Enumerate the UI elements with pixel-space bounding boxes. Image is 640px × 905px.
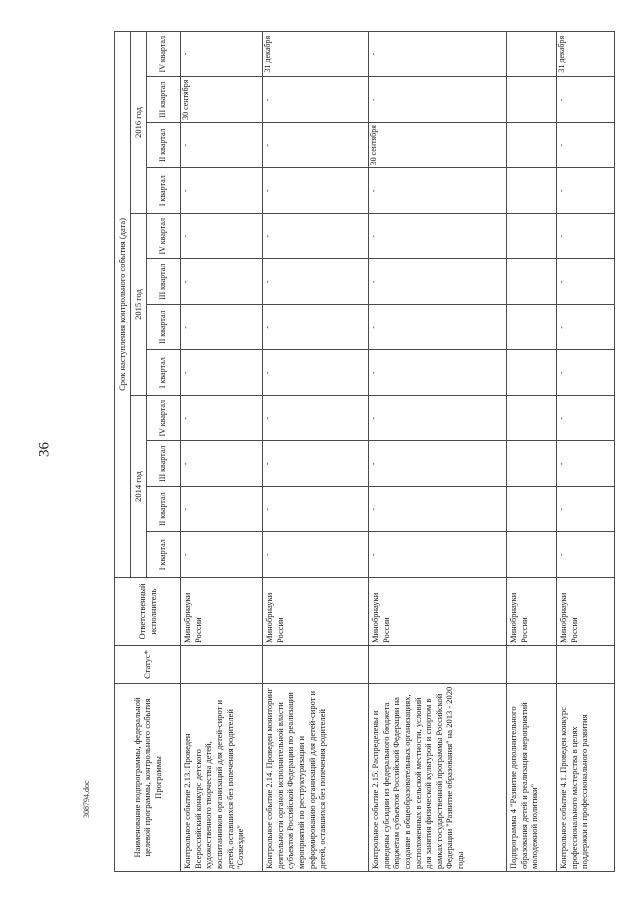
event-responsible: Минобрнауки России: [263, 578, 369, 646]
quarter-cell: -: [263, 441, 369, 487]
table-row: [263, 31, 369, 871]
header-quarter: III квартал: [147, 77, 181, 123]
quarter-cell: -: [557, 396, 615, 442]
quarter-cell: -: [557, 305, 615, 351]
quarter-cell: [507, 396, 557, 442]
event-status: [263, 646, 369, 684]
quarter-cell: -: [263, 396, 369, 442]
header-name: Наименование подпрограммы, федеральной целевой программы, контрольного события Программы: [115, 684, 181, 872]
quarter-cell: -: [263, 123, 369, 169]
quarter-cell: -: [557, 77, 615, 123]
quarter-cell: -: [181, 259, 263, 305]
quarter-cell: [507, 168, 557, 214]
quarter-cell: -: [181, 350, 263, 396]
header-quarter: IV квартал: [147, 396, 181, 442]
quarter-cell: 30 сентября: [181, 77, 263, 123]
document-reference: 308794.doc: [82, 780, 91, 818]
quarter-cell: -: [369, 77, 507, 123]
event-status: [181, 646, 263, 684]
quarter-cell: 30 сентября: [369, 123, 507, 169]
event-status: [507, 646, 557, 684]
header-quarter: II квартал: [147, 487, 181, 533]
quarter-cell: -: [369, 396, 507, 442]
table-row: [181, 31, 263, 871]
quarter-cell: -: [557, 441, 615, 487]
header-quarter: III квартал: [147, 441, 181, 487]
quarter-cell: -: [181, 487, 263, 533]
quarter-cell: -: [557, 259, 615, 305]
quarter-cell: -: [557, 350, 615, 396]
quarter-cell: -: [369, 532, 507, 578]
quarter-cell: -: [369, 441, 507, 487]
header-deadline: Срок наступления контрольного события (дата): [115, 31, 131, 577]
event-name: Контрольное событие 2.14. Проведен мониторинг деятельности органов исполнительной власти субъектов Российской Федерации по реализации мероприятий по реструктуризации и реформированию организаций для детей-сирот и детей, оставшихся без попечения родителей: [263, 684, 369, 872]
quarter-cell: [507, 123, 557, 169]
event-status: [557, 646, 615, 684]
quarter-cell: -: [263, 214, 369, 260]
quarter-cell: -: [369, 259, 507, 305]
quarter-cell: -: [557, 168, 615, 214]
header-quarter: I квартал: [147, 350, 181, 396]
quarter-cell: [507, 259, 557, 305]
header-year-2015: 2015 год: [131, 214, 147, 396]
header-quarter: I квартал: [147, 532, 181, 578]
event-responsible: Минобрнауки России: [507, 578, 557, 646]
quarter-cell: 31 декабря: [263, 31, 369, 77]
subprogram-name: Подпрограмма 4 "Развитие дополнительного образования детей и реализация мероприятий молодежной политики": [507, 684, 557, 872]
quarter-cell: -: [181, 396, 263, 442]
quarter-cell: -: [369, 31, 507, 77]
event-responsible: Минобрнауки России: [181, 578, 263, 646]
quarter-cell: [507, 31, 557, 77]
header-quarter: II квартал: [147, 305, 181, 351]
quarter-cell: [507, 305, 557, 351]
quarter-cell: -: [263, 532, 369, 578]
quarter-cell: -: [181, 441, 263, 487]
quarter-cell: -: [181, 305, 263, 351]
quarter-cell: -: [263, 487, 369, 533]
header-year-2014: 2014 год: [131, 396, 147, 578]
quarter-cell: -: [263, 168, 369, 214]
event-name: Контрольное событие 4.1. Проведен конкурс профессионального мастерства в целях поддержки и профессионального развития: [557, 684, 615, 872]
event-responsible: Минобрнауки России: [369, 578, 507, 646]
quarter-cell: -: [369, 487, 507, 533]
table-row: [369, 31, 507, 871]
quarter-cell: -: [263, 305, 369, 351]
event-responsible: Минобрнауки России: [557, 578, 615, 646]
header-quarter: IV квартал: [147, 31, 181, 77]
quarter-cell: [507, 487, 557, 533]
quarter-cell: -: [369, 214, 507, 260]
quarter-cell: [507, 214, 557, 260]
quarter-cell: [507, 441, 557, 487]
event-status: [369, 646, 507, 684]
header-quarter: III квартал: [147, 259, 181, 305]
page-number: 36: [36, 442, 53, 457]
quarter-cell: -: [181, 31, 263, 77]
quarter-cell: -: [181, 123, 263, 169]
quarter-cell: [507, 350, 557, 396]
quarter-cell: -: [181, 214, 263, 260]
header-responsible: Ответственный исполнитель: [115, 578, 181, 646]
quarter-cell: -: [557, 123, 615, 169]
header-quarter: I квартал: [147, 168, 181, 214]
header-year-2016: 2016 год: [131, 31, 147, 213]
quarter-cell: -: [181, 532, 263, 578]
quarter-cell: -: [263, 259, 369, 305]
quarter-cell: -: [557, 487, 615, 533]
header-quarter: IV квартал: [147, 214, 181, 260]
quarter-cell: [507, 532, 557, 578]
quarter-cell: -: [369, 350, 507, 396]
quarter-cell: -: [557, 214, 615, 260]
header-status: Статус*: [115, 646, 181, 684]
table-row: [507, 31, 557, 871]
quarter-cell: -: [369, 168, 507, 214]
quarter-cell: -: [181, 168, 263, 214]
rotated-table-sheet: [114, 32, 634, 872]
table-row: [557, 31, 615, 871]
quarter-cell: -: [557, 532, 615, 578]
quarter-cell: [507, 77, 557, 123]
event-name: Контрольное событие 2.13. Проведен Всероссийский конкурс детского художественного творчества детей, воспитанников организаций для детей-сирот и детей, оставшихся без попечения родителей "Созвездие": [181, 684, 263, 872]
quarter-cell: 31 декабря: [557, 31, 615, 77]
control-events-table: [114, 31, 615, 872]
event-name: Контрольное событие 2.15. Распределены и доведены субсидии из федерального бюджета бюджетам субъектов Российской Федерации на создание в общеобразовательных организациях, расположенных в сельской местности, условий для занятия физической культурой и спортом в рамках государственной программы Российской Федерации "Развитие образования" на 2013 - 2020 годы: [369, 684, 507, 872]
quarter-cell: -: [263, 77, 369, 123]
header-quarter: II квартал: [147, 123, 181, 169]
quarter-cell: -: [263, 350, 369, 396]
quarter-cell: -: [369, 305, 507, 351]
